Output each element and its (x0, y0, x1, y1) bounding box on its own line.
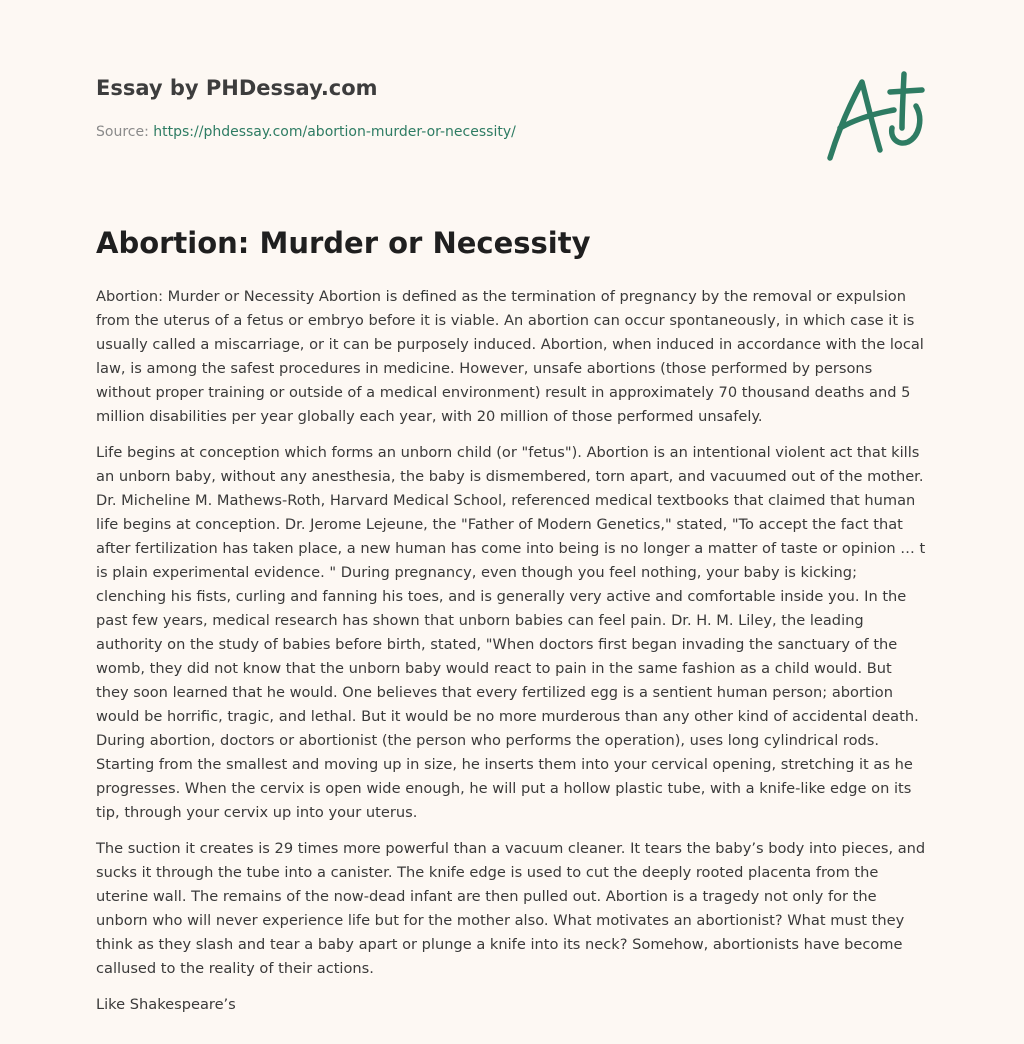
source-line (96, 124, 516, 140)
essay-paragraph: Life begins at conception which forms an unborn child (or "fetus"). Abortion is an intentional violent act that kills an unborn baby, without any anesthesia, the baby is dismembered, torn apart, and vacuumed out of the mother. Dr. Micheline M. Mathews-Roth, Harvard Medical School, referenced medical textbooks that claimed that human life begins at conception. Dr. Jerome Lejeune, the "Father of Modern Genetics," stated, "To accept the fact that after fertilization has taken place, a new human has come into being is no longer a matter of taste or opinion … t is plain experimental evidence. " During pregnancy, even though you feel nothing, your baby is kicking; clenching his fists, curling and fanning his toes, and is generally very active and comfortable inside you. In the past few years, medical research has shown that unborn babies can feel pain. Dr. H. M. Liley, the leading authority on the study of babies before birth, stated, "When doctors first began invading the sanctuary of the womb, they did not know that the unborn baby would react to pain in the same fashion as a child would. But they soon learned that he would. One believes that every fertilized egg is a sentient human person; abortion would be horrific, tragic, and lethal. But it would be no more murderous than any other kind of accidental death. During abortion, doctors or abortionist (the person who performs the operation), uses long cylindrical rods. Starting from the smallest and moving up in size, he inserts them into your cervical opening, stretching it as he progresses. When the cervix is open wide enough, he will put a hollow plastic tube, with a knife-like edge on its tip, through your cervix up into your uterus. (96, 444, 926, 821)
essay-paragraph: The suction it creates is 29 times more powerful than a vacuum cleaner. It tears the baby’s body into pieces, and sucks it through the tube into a canister. The knife edge is used to cut the deeply rooted placenta from the uterine wall. The remains of the now-dead infant are then pulled out. Abortion is a tragedy not only for the unborn who will never experience life but for the mother also. What motivates an abortionist? What must they think as they slash and tear a baby apart or plunge a knife into its neck? Somehow, abortionists have become callused to the reality of their actions. (96, 840, 926, 977)
essay-paragraph: Like Shakespeare’s (96, 996, 236, 1013)
essay-title: Abortion: Murder or Necessity (96, 226, 591, 260)
source-label: Source: (96, 124, 154, 140)
essay-body (96, 285, 928, 1029)
essay-paragraph: Abortion: Murder or Necessity Abortion is defined as the termination of pregnancy by the removal or expulsion from the uterus of a fetus or embryo before it is viable. An abortion can occur spontaneously, in which case it is usually called a miscarriage, or it can be purposely induced. Abortion, when induced in accordance with the local law, is among the safest procedures in medicine. However, unsafe abortions (those performed by persons without proper training or outside of a medical environment) result in approximately 70 thousand deaths and 5 million disabilities per year globally each year, with 20 million of those performed unsafely. (96, 288, 924, 425)
a-plus-icon (824, 66, 928, 166)
source-link[interactable]: https://phdessay.com/abortion-murder-or-necessity/ (153, 124, 516, 140)
site-brand: Essay by PHDessay.com (96, 76, 378, 100)
